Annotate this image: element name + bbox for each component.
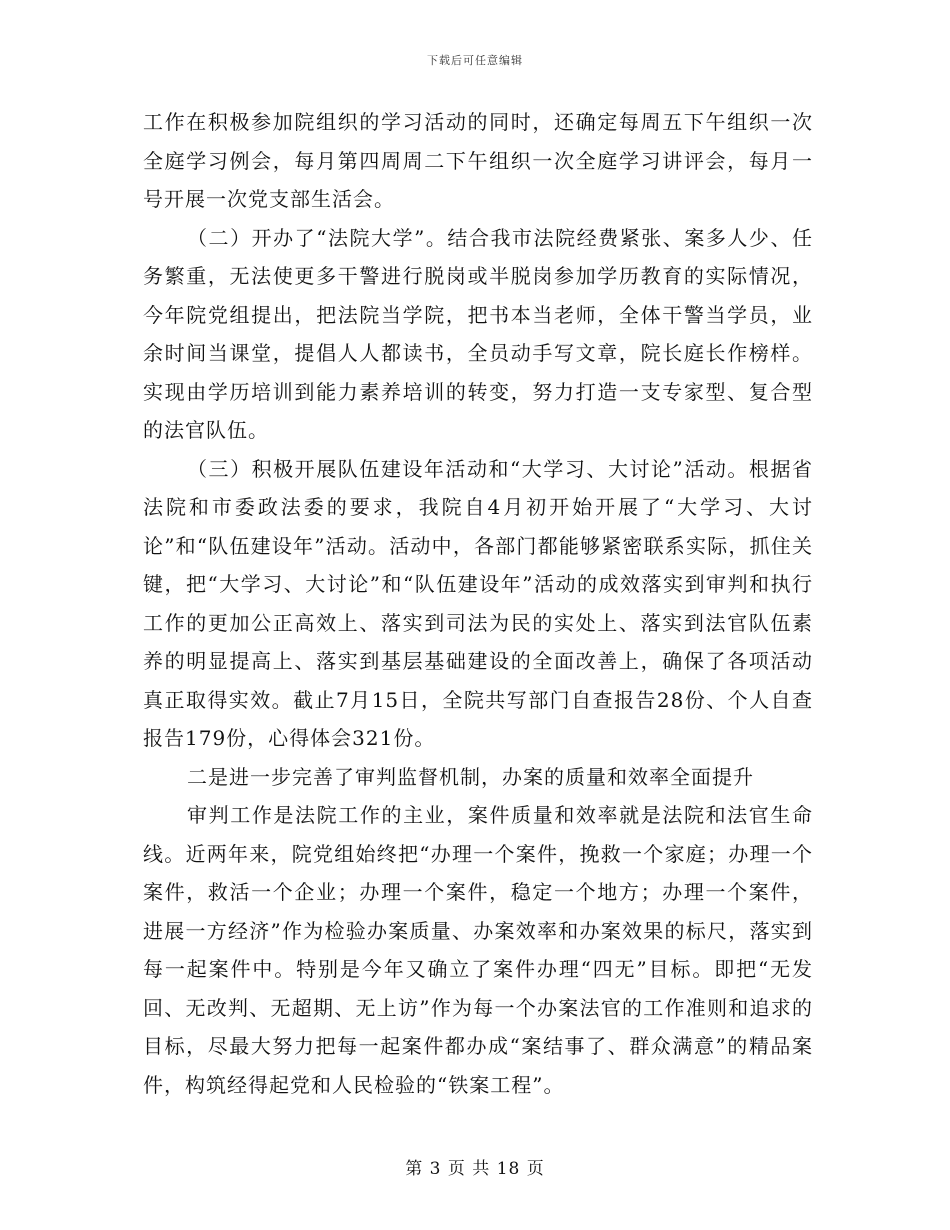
paragraph-4-heading: 二是进一步完善了审判监督机制，办案的质量和效率全面提升 [187, 764, 754, 789]
paragraph-2: （二）开办了“法院大学”。结合我市法院经费紧张、案多人少、任务繁重，无法使更多干警进行脱岗或半脱岗参加学历教育的实际情况，今年院党组提出，把法院当学院，把书本当老师，全体干警当学员，业余时间当课堂，提倡人人都读书，全员动手写文章，院长庭长作榜样。实现由学历培训到能力素养培训的转变，努力打造一支专家型、复合型的法官队伍。 [143, 225, 813, 442]
paragraph-5: 审判工作是法院工作的主业，案件质量和效率就是法院和法官生命线。近两年来，院党组始终把“办理一个案件，挽救一个家庭；办理一个案件，救活一个企业；办理一个案件，稳定一个地方；办理一个案件，进展一方经济”作为检验办案质量、办案效率和办案效果的标尺，落实到每一起案件中。特别是今年又确立了案件办理“四无”目标。即把“无发回、无改判、无超期、无上访”作为每一个办案法官的工作准则和追求的目标，尽最大努力把每一起案件都办成“案结事了、群众满意”的精品案件，构筑经得起党和人民检验的“铁案工程”。 [143, 803, 813, 1097]
page-header: 下载后可任意编辑 [427, 54, 523, 67]
page-number-footer: 第 3 页 共 18 页 [405, 1159, 545, 1179]
paragraph-3: （三）积极开展队伍建设年活动和“大学习、大讨论”活动。根据省法院和市委政法委的要求，我院自4月初开始开展了“大学习、大讨论”和“队伍建设年”活动。活动中，各部门都能够紧密联系实际，抓住关键，把“大学习、大讨论”和“队伍建设年”活动的成效落实到审判和执行工作的更加公正高效上、落实到司法为民的实处上、落实到法官队伍素养的明显提高上、落实到基层基础建设的全面改善上，确保了各项活动真正取得实效。截止7月15日，全院共写部门自查报告28份、个人自查报告179份，心得体会321份。 [143, 456, 813, 750]
paragraph-1: 工作在积极参加院组织的学习活动的同时，还确定每周五下午组织一次全庭学习例会，每月第四周周二下午组织一次全庭学习讲评会，每月一号开展一次党支部生活会。 [143, 110, 813, 211]
document-body [143, 103, 813, 1104]
